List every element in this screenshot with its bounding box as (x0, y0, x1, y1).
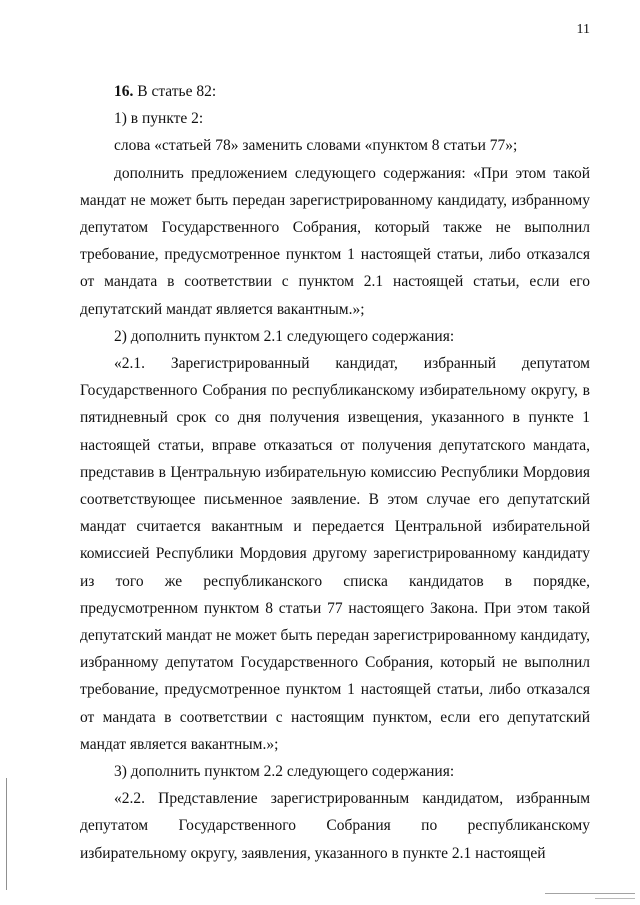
subitem-3-heading: 3) дополнить пунктом 2.2 следующего содержания: (114, 763, 455, 781)
scan-edge-mark-bottom (545, 893, 635, 894)
page-number: 11 (576, 22, 590, 37)
replacement-clause: слова «статьей 78» заменить словами «пунктом 8 статьи 77»; (114, 137, 518, 155)
document-body (80, 78, 590, 867)
article-heading (80, 78, 590, 105)
item-number: 16. (114, 83, 134, 100)
clause-2-2-text: «2.2. Представление зарегистрированным кандидатом, избранным депутатом Государственного Собрания по республиканскому избирательному округу, заявления, указанного в пункте 2.1 настоящей (80, 790, 590, 862)
addition-clause: дополнить предложением следующего содержания: «При этом такой мандат не может быть передан зарегистрированному кандидату, избранному депутатом Государственного Собрания, который также не выполнил требование, предусмотренное пунктом 1 настоящей статьи, либо отказался от мандата в соответствии с пунктом 2.1 настоящей статьи, если его депутатский мандат является вакантным.»; (80, 164, 590, 318)
clause-2-1-text: «2.1. Зарегистрированный кандидат, избранный депутатом Государственного Собрания по республиканскому избирательному округу, в пятидневный срок со дня получения извещения, указанного в пункте 1 настоящей статьи, вправе отказаться от получения депутатского мандата, представив в Центральную избирательную комиссию Республики Мордовия соответствующее письменное заявление. В этом случае его депутатский мандат считается вакантным и передается Центральной избирательной комиссией Республики Мордовия другому зарегистрированному кандидату из того же республиканского списка кандидатов в порядке, предусмотренном пунктом 8 статьи 77 настоящего Закона. При этом такой депутатский мандат не может быть передан зарегистрированному кандидату, избранному депутатом Государственного Собрания, который не выполнил требование, предусмотренное пунктом 1 настоящей статьи, либо отказался от мандата в соответствии с настоящим пунктом, если его депутатский мандат является вакантным.»; (80, 355, 590, 753)
subitem-2-heading: 2) дополнить пунктом 2.1 следующего содержания: (114, 327, 455, 345)
article-heading-text: В статье 82: (133, 83, 217, 100)
scan-edge-mark-bottom-2 (595, 898, 635, 899)
scan-edge-mark-left (6, 778, 7, 890)
subitem-1-heading: 1) в пункте 2: (114, 110, 204, 128)
